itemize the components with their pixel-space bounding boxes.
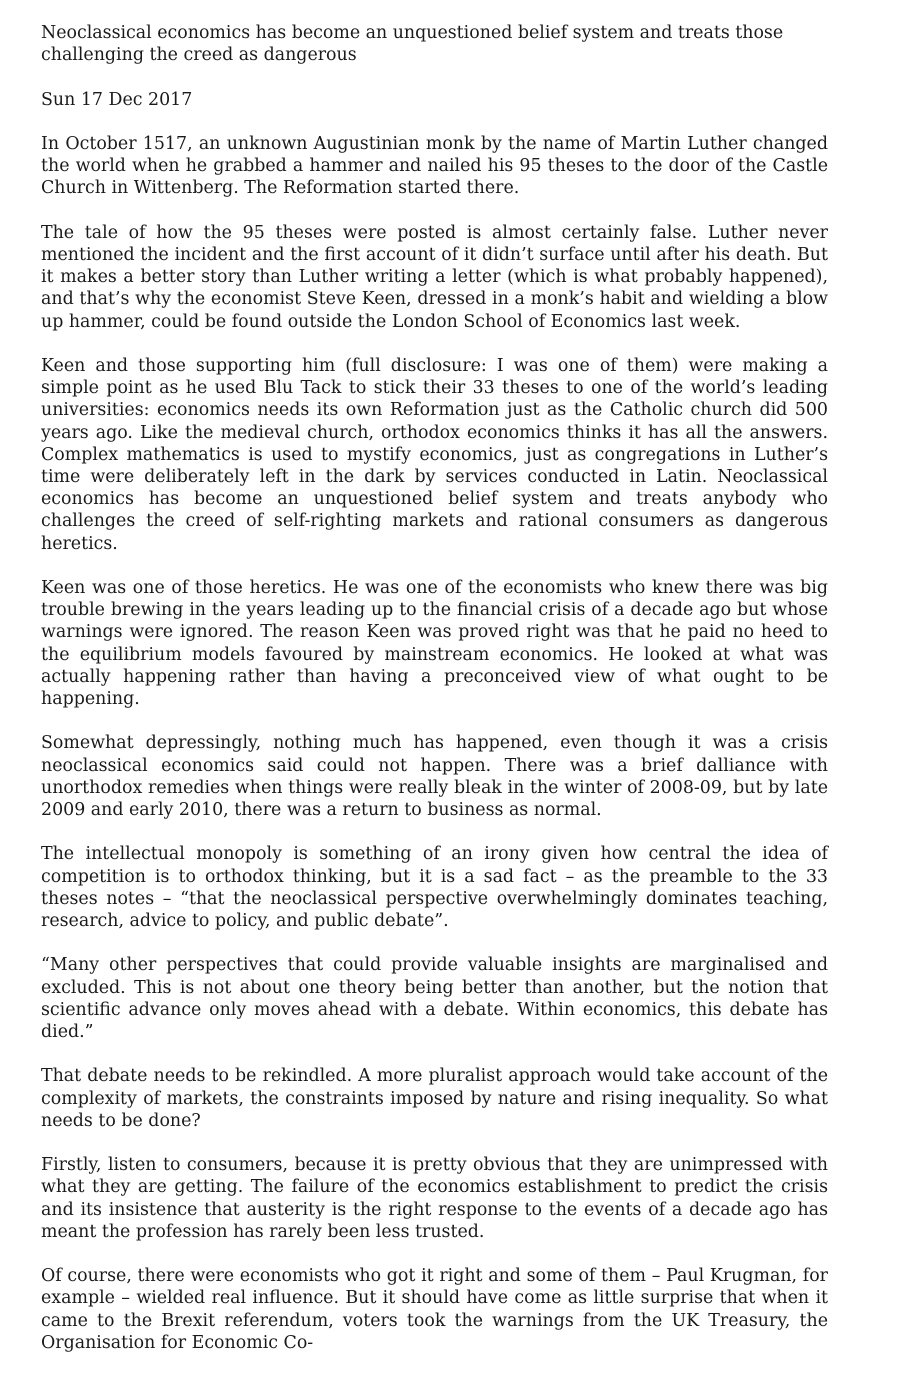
paragraph: “Many other perspectives that could provide valuable insights are marginalised and excluded. This is not about one theory being better than another, but the notion that scientific advance only moves ahead with a debate. Within economics, this debate has died.”: [41, 955, 828, 1043]
paragraph: In October 1517, an unknown Augustinian monk by the name of Martin Luther changed the world when he grabbed a hammer and nailed his 95 theses to the door of the Castle Church in Wittenberg. The Reformation started there.: [41, 133, 828, 199]
paragraph: Firstly, listen to consumers, because it is pretty obvious that they are unimpressed with what they are getting. The failure of the economics establishment to predict the crisis and its insistence that austerity is the right response to the events of a decade ago has meant the profession has rarely been less trusted.: [41, 1155, 828, 1242]
article-date: Sun 17 Dec 2017: [41, 89, 193, 110]
paragraph: Keen was one of those heretics. He was one of the economists who knew there was big trouble brewing in the years leading up to the financial crisis of a decade ago but whose warnings were ignored. The reason Keen was proved right was that he paid no heed to the equilibrium models favoured by mainstream economics. He looked at what was actually happening rather than having a preconceived view of what ought to be happening.: [41, 578, 828, 710]
paragraph: That debate needs to be rekindled. A more pluralist approach would take account of the complexity of markets, the constraints imposed by nature and rising inequality. So what needs to be done?: [41, 1066, 828, 1131]
article-headline: Neoclassical economics has become an unquestioned belief system and treats those challenging the creed as dangerous: [41, 23, 784, 66]
paragraph: The tale of how the 95 theses were posted is almost certainly false. Luther never mentioned the incident and the first account of it didn’t surface until after his death. But it makes a better story than Luther writing a letter (which is what probably happened), and that’s why the economist Steve Keen, dressed in a monk’s habit and wielding a blow up hammer, could be found outside the London School of Economics last week.: [41, 222, 828, 332]
article: [41, 22, 828, 1376]
paragraph: Keen and those supporting him (full disclosure: I was one of them) were making a simple point as he used Blu Tack to stick their 33 theses to one of the world’s leading universities: economics needs its own Reformation just as the Catholic church did 500 years ago. Like the medieval church, orthodox economics thinks it has all the answers. Complex mathematics is used to mystify economics, just as congregations in Luther’s time were deliberately left in the dark by services conducted in Latin. Neoclassical economics has become an unquestioned belief system and treats anybody who challenges the creed of self-righting markets and rational consumers as dangerous heretics.: [41, 355, 828, 554]
paragraph: The intellectual monopoly is something of an irony given how central the idea of competition is to orthodox thinking, but it is a sad fact – as the preamble to the 33 theses notes – “that the neoclassical perspective overwhelmingly dominates teaching, research, advice to policy, and public debate”.: [41, 844, 828, 932]
paragraph: Somewhat depressingly, nothing much has happened, even though it was a crisis neoclassical economics said could not happen. There was a brief dalliance with unorthodox remedies when things were really bleak in the winter of 2008-09, but by late 2009 and early 2010, there was a return to business as normal.: [41, 733, 828, 821]
paragraph: Of course, there were economists who got it right and some of them – Paul Krugman, for example – wielded real influence. But it should have come as little surprise that when it came to the Brexit referendum, voters took the warnings from the UK Treasury, the Organisation for Economic Co-: [41, 1266, 828, 1353]
